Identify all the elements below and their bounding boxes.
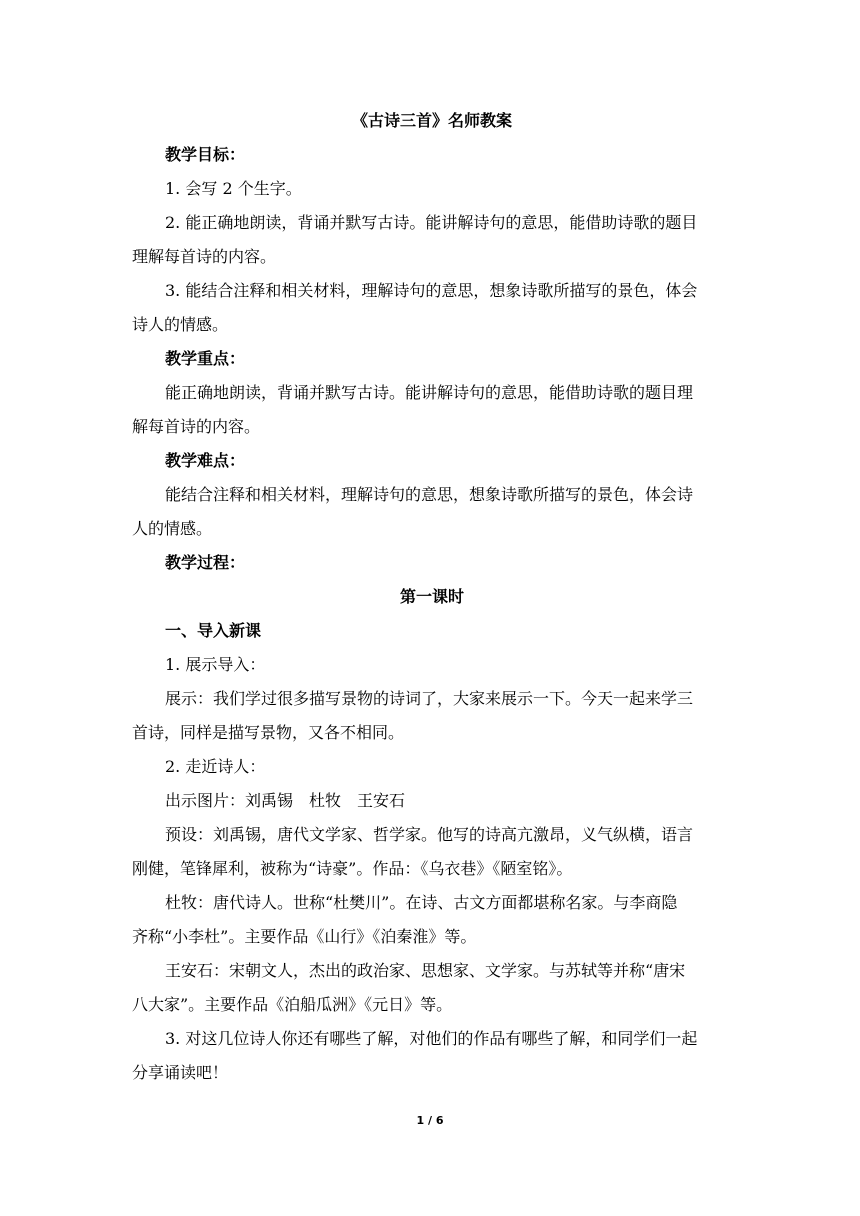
du-mu-line-2: 齐称“小李杜”。主要作品《山行》《泊秦淮》等。 — [132, 927, 477, 946]
page-number: 1 / 6 — [416, 1114, 444, 1127]
objective-3-line-1: 3. 能结合注释和相关材料，理解诗句的意思，想象诗歌所描写的景色，体会 — [165, 281, 698, 300]
document-title: 《古诗三首》名师教案 — [351, 111, 512, 130]
objective-2-line-2: 理解每首诗的内容。 — [132, 247, 277, 266]
step-3-line-1: 3. 对这几位诗人你还有哪些了解，对他们的作品有哪些了解，和同学们一起 — [165, 1029, 698, 1048]
objective-3-line-2: 诗人的情感。 — [132, 315, 229, 334]
lesson-heading: 第一课时 — [399, 587, 464, 606]
difficulties-line-1: 能结合注释和相关材料，理解诗句的意思，想象诗歌所描写的景色，体会诗 — [165, 485, 694, 504]
document-body — [132, 104, 732, 1090]
step-2: 2. 走近诗人： — [165, 757, 266, 776]
key-points-line-2: 解每首诗的内容。 — [132, 417, 261, 436]
liu-yuxi-line-1: 预设：刘禹锡，唐代文学家、哲学家。他写的诗高亢激昂，义气纵横，语言 — [165, 825, 694, 844]
objective-2-line-1: 2. 能正确地朗读，背诵并默写古诗。能讲解诗句的意思，能借助诗歌的题目 — [165, 213, 698, 232]
step-2-images: 出示图片：刘禹锡 杜牧 王安石 — [165, 791, 406, 810]
du-mu-line-1: 杜牧：唐代诗人。世称“杜樊川”。在诗、古文方面都堪称名家。与李商隐 — [165, 893, 678, 912]
difficulties-line-2: 人的情感。 — [132, 519, 213, 538]
wang-anshi-line-2: 八大家”。主要作品《泊船瓜洲》《元日》等。 — [132, 995, 453, 1014]
liu-yuxi-line-2: 刚健，笔锋犀利，被称为“诗豪”。作品：《乌衣巷》《陋室铭》。 — [132, 859, 573, 878]
step-1: 1. 展示导入： — [165, 655, 266, 674]
section-heading: 一、导入新课 — [165, 621, 262, 640]
process-heading: 教学过程： — [165, 553, 246, 572]
objectives-heading: 教学目标： — [165, 145, 246, 164]
objective-1: 1. 会写 2 个生字。 — [165, 179, 302, 198]
key-points-heading: 教学重点： — [165, 349, 246, 368]
difficulties-heading: 教学难点： — [165, 451, 246, 470]
step-3-line-2: 分享诵读吧！ — [132, 1063, 229, 1082]
key-points-line-1: 能正确地朗读，背诵并默写古诗。能讲解诗句的意思，能借助诗歌的题目理 — [165, 383, 694, 402]
step-1-text-line-2: 首诗，同样是描写景物，又各不相同。 — [132, 723, 405, 742]
wang-anshi-line-1: 王安石：宋朝文人，杰出的政治家、思想家、文学家。与苏轼等并称“唐宋 — [165, 961, 686, 980]
step-1-text-line-1: 展示：我们学过很多描写景物的诗词了，大家来展示一下。今天一起来学三 — [165, 689, 694, 708]
